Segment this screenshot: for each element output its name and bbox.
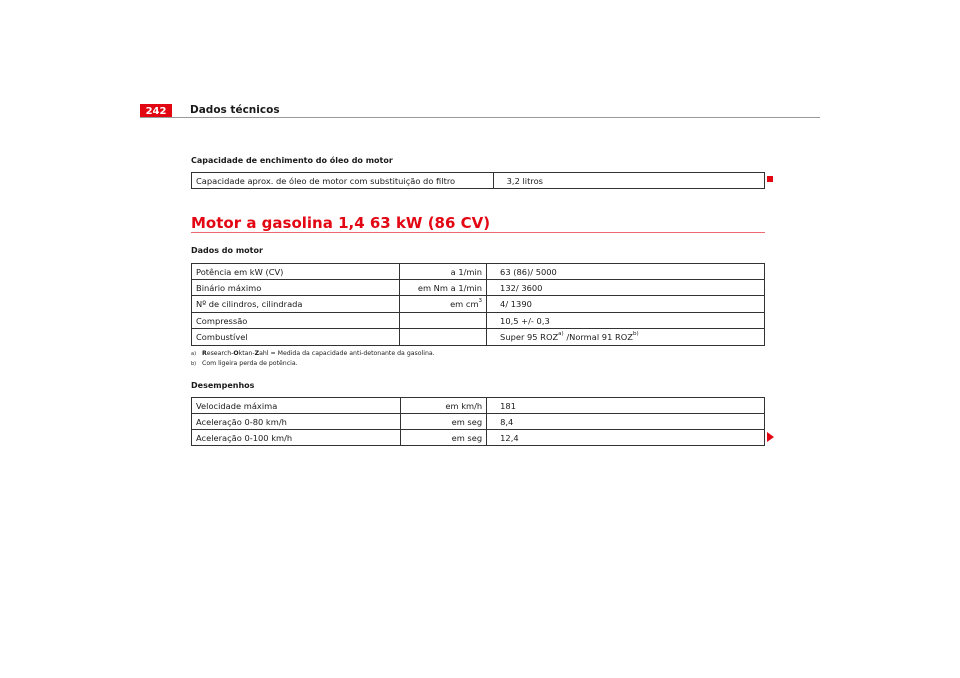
oil-section-heading: Capacidade de enchimento do óleo do motor <box>191 156 393 165</box>
footnote-bold-r: R <box>202 350 207 357</box>
fuel-value-a: Super 95 ROZ <box>500 332 559 342</box>
header-divider <box>140 117 820 118</box>
unit-text: em cm <box>450 299 479 309</box>
row-value <box>487 329 765 346</box>
footnote-ref-a: a) <box>558 331 564 338</box>
table-row <box>192 280 765 296</box>
motor-data-table <box>191 263 765 346</box>
row-label: Nº de cilindros, cilindrada <box>192 296 400 313</box>
oil-capacity-table <box>191 172 765 189</box>
footnotes <box>191 349 435 369</box>
row-label: Velocidade máxima <box>192 398 401 414</box>
performance-section-heading: Desempenhos <box>191 381 255 390</box>
continue-arrow-icon <box>767 432 774 442</box>
row-unit: em km/h <box>400 398 487 414</box>
row-value: 12,4 <box>487 430 765 446</box>
footnote-a <box>191 349 435 359</box>
table-row <box>192 313 765 329</box>
footnote-text: ahl = Medida da capacidade anti-detonante da gasolina. <box>259 350 435 357</box>
section-end-marker <box>767 176 773 182</box>
footnote-mark: b) <box>191 361 197 367</box>
oil-capacity-label: Capacidade aprox. de óleo de motor com substituição do filtro <box>192 173 494 189</box>
table-row <box>192 329 765 346</box>
row-unit: em seg <box>400 414 487 430</box>
oil-capacity-value: 3,2 litros <box>493 173 764 189</box>
footnote-b <box>191 359 435 369</box>
footnote-text: Com ligeira perda de potência. <box>202 360 298 367</box>
header-title: Dados técnicos <box>190 104 280 116</box>
row-label: Aceleração 0-80 km/h <box>192 414 401 430</box>
footnote-ref-b: b) <box>632 331 639 338</box>
row-value: 63 (86)/ 5000 <box>487 264 765 280</box>
row-label: Compressão <box>192 313 400 329</box>
row-unit <box>400 329 487 346</box>
row-unit: em Nm a 1/min <box>400 280 487 296</box>
table-row <box>192 264 765 280</box>
row-value: 132/ 3600 <box>487 280 765 296</box>
row-unit <box>400 296 487 313</box>
row-value: 10,5 +/- 0,3 <box>487 313 765 329</box>
table-row <box>192 173 765 189</box>
table-row <box>192 398 765 414</box>
motor-section-heading: Dados do motor <box>191 246 263 255</box>
row-value: 8,4 <box>487 414 765 430</box>
row-label: Potência em kW (CV) <box>192 264 400 280</box>
footnote-text: ktan- <box>238 350 255 357</box>
footnote-text: esearch- <box>206 350 234 357</box>
footnote-bold-o: O <box>233 350 239 357</box>
row-label: Combustível <box>192 329 400 346</box>
table-row <box>192 430 765 446</box>
row-unit: a 1/min <box>400 264 487 280</box>
row-unit <box>400 313 487 329</box>
performance-table <box>191 397 765 446</box>
unit-superscript: 3 <box>478 298 483 305</box>
row-unit: em seg <box>400 430 487 446</box>
row-value: 4/ 1390 <box>487 296 765 313</box>
engine-heading-divider <box>191 232 765 233</box>
engine-heading: Motor a gasolina 1,4 63 kW (86 CV) <box>191 214 491 232</box>
row-label: Aceleração 0-100 km/h <box>192 430 401 446</box>
footnote-bold-z: Z <box>254 350 260 357</box>
row-label: Binário máximo <box>192 280 400 296</box>
fuel-value-b: /Normal 91 ROZ <box>563 332 633 342</box>
table-row <box>192 414 765 430</box>
row-value: 181 <box>487 398 765 414</box>
table-row <box>192 296 765 313</box>
footnote-mark: a) <box>191 351 197 357</box>
page-number: 242 <box>140 104 172 118</box>
